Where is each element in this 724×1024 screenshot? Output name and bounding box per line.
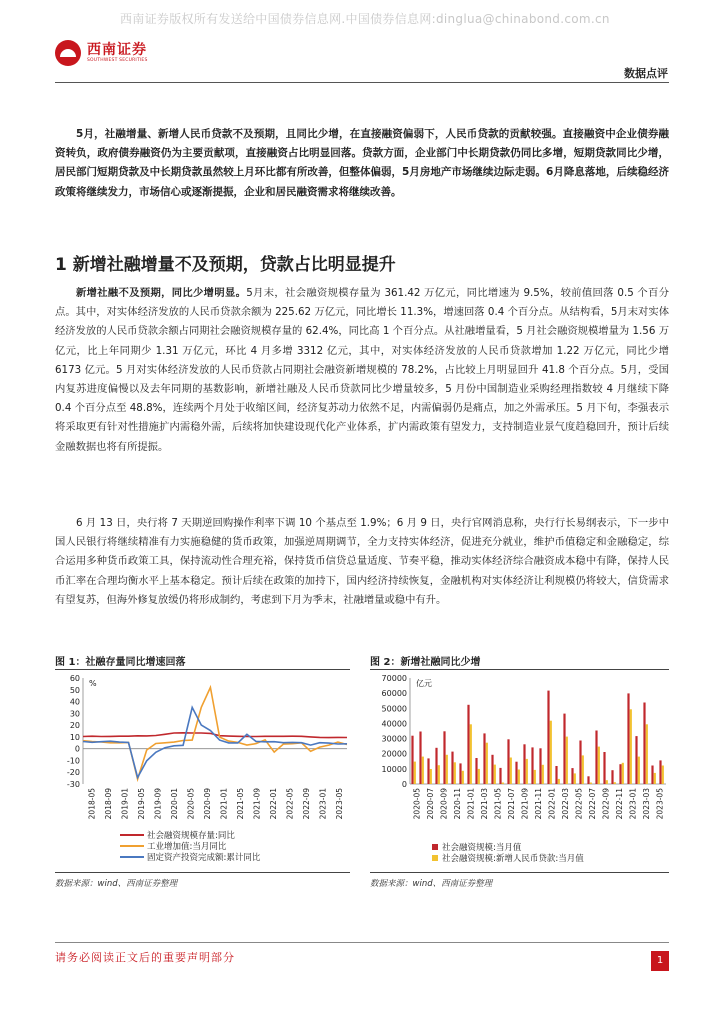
legend-item: 固定资产投资完成额:累计同比 — [120, 851, 260, 862]
y-tick-label: -20 — [66, 768, 80, 778]
bar — [590, 783, 592, 785]
bar — [518, 770, 520, 785]
bar — [422, 757, 424, 784]
x-tick-label: 2021-07 — [507, 788, 517, 820]
x-tick-label: 2022-11 — [614, 788, 624, 820]
body-paragraph-1 — [55, 284, 669, 457]
bar — [539, 748, 541, 784]
x-tick-label: 2020-09 — [439, 788, 449, 820]
bar — [643, 703, 645, 785]
y-tick-label: 30000 — [381, 734, 407, 744]
bar — [443, 731, 445, 784]
x-tick-label: 2022-01 — [268, 788, 278, 820]
bar — [654, 773, 656, 784]
watermark-text: 西南证券版权所有发送给中国债券信息网.中国债券信息网:dinglua@chinabond.com.cn — [120, 12, 610, 26]
bar — [427, 758, 429, 784]
x-tick-label: 2019-09 — [153, 788, 163, 820]
x-tick-label: 2021-05 — [235, 788, 245, 820]
series-line — [83, 707, 347, 777]
summary-text: 5月，社融增量、新增人民币贷款不及预期，且同比少增，在直接融资偏弱下，人民币贷款的贡献较强。直接融资中企业债券融资转负，政府债券融资仍为主要贡献项，直接融资占比明显回落。贷款方面，企业部门中长期贷款仍同比多增，短期贷款同比少增，居民部门短期贷款及中长期贷款虽然较上月环比都有所改善，但整体偏弱，5月房地产市场继续边际走弱。6月降息落地，后续稳经济政策将继续发力，市场信心或逐渐提振，企业和居民融资需求将继续改善。 — [55, 128, 669, 198]
bar — [454, 762, 456, 784]
bar — [651, 766, 653, 785]
x-tick-label: 2021-11 — [534, 788, 543, 820]
bar — [419, 732, 421, 785]
bar — [478, 769, 480, 784]
x-tick-label: 2020-11 — [453, 788, 463, 820]
bar — [582, 755, 584, 784]
y-axis-unit-label: 亿元 — [416, 679, 432, 688]
figure-1-bottom-rule — [55, 872, 350, 873]
x-tick-label: 2022-07 — [587, 788, 597, 820]
bar — [563, 714, 565, 784]
bar — [467, 705, 469, 784]
bar — [515, 762, 517, 784]
x-tick-label: 2023-05 — [655, 788, 665, 820]
x-tick-label: 2021-05 — [493, 788, 503, 820]
page-number: 1 — [651, 951, 669, 971]
bar — [619, 764, 621, 784]
y-tick-label: 0 — [74, 744, 80, 754]
figure-1-source: 数据来源：wind、西南证券整理 — [55, 879, 178, 889]
header-divider — [55, 82, 669, 83]
figure-2-title: 图 2：新增社融同比少增 — [370, 657, 481, 668]
bar — [414, 762, 416, 784]
bar — [547, 691, 549, 784]
bar — [523, 744, 525, 784]
bar — [571, 768, 573, 784]
bar — [558, 779, 560, 784]
bar — [579, 741, 581, 785]
legend-item: 工业增加值:当月同比 — [120, 840, 260, 851]
bar — [630, 709, 632, 784]
bar — [526, 759, 528, 784]
y-tick-label: 60000 — [381, 689, 407, 699]
x-tick-label: 2018-09 — [103, 788, 113, 820]
bar — [462, 771, 464, 784]
bar — [595, 731, 597, 785]
summary-block — [55, 125, 669, 202]
bar — [499, 768, 501, 784]
x-tick-label: 2022-09 — [601, 788, 611, 820]
bar — [491, 755, 493, 784]
bar — [603, 752, 605, 784]
bar — [566, 737, 568, 784]
bar — [635, 736, 637, 784]
bar — [486, 743, 488, 784]
y-axis-unit-label: % — [89, 679, 97, 688]
y-tick-label: 10 — [69, 732, 80, 742]
bar — [638, 757, 640, 784]
y-tick-label: 30 — [69, 709, 80, 719]
bar — [662, 766, 664, 785]
y-tick-label: -30 — [66, 780, 80, 789]
bar — [550, 721, 552, 784]
bar — [574, 773, 576, 784]
bar — [483, 733, 485, 784]
figure-2-bottom-rule — [370, 872, 669, 873]
bar — [614, 782, 616, 784]
x-tick-label: 2022-05 — [285, 788, 295, 820]
bar — [510, 758, 512, 785]
figure-1-legend — [120, 829, 260, 862]
bar — [534, 770, 536, 784]
bar — [435, 748, 437, 784]
bar — [459, 763, 461, 784]
x-tick-label: 2020-05 — [412, 788, 422, 820]
figure-1-title: 图 1：社融存量同比增速回落 — [55, 657, 186, 668]
y-tick-label: 40000 — [381, 719, 407, 729]
bar — [531, 747, 533, 784]
section-heading: 1 新增社融增量不及预期，贷款占比明显提升 — [55, 255, 396, 275]
legend-item: 社会融资规模存量:同比 — [120, 829, 260, 840]
bar — [470, 724, 472, 784]
footer-disclaimer: 请务必阅读正文后的重要声明部分 — [55, 951, 235, 964]
bar — [622, 763, 624, 784]
footer-divider — [55, 942, 669, 943]
x-tick-label: 2021-03 — [480, 788, 490, 820]
series-line — [83, 687, 347, 779]
bar — [627, 693, 629, 784]
x-tick-label: 2021-01 — [466, 788, 476, 820]
logo-icon — [55, 40, 81, 66]
paragraph-lead: 新增社融不及预期，同比少增明显。 — [76, 287, 247, 299]
x-tick-label: 2023-01 — [318, 788, 328, 820]
y-tick-label: -10 — [66, 756, 80, 766]
bar — [611, 770, 613, 784]
bar — [438, 765, 440, 784]
figure-2-legend — [432, 841, 584, 863]
x-tick-label: 2022-09 — [301, 788, 311, 820]
logo-name-en: SOUTHWEST SECURITIES — [87, 57, 148, 63]
company-logo — [55, 40, 148, 66]
x-tick-label: 2023-03 — [641, 788, 651, 820]
x-tick-label: 2020-01 — [169, 788, 179, 820]
x-tick-label: 2018-05 — [87, 788, 97, 820]
bar — [587, 776, 589, 784]
x-tick-label: 2022-01 — [547, 788, 557, 820]
y-tick-label: 20 — [69, 721, 80, 731]
body-paragraph-2: 6 月 13 日，央行将 7 天期逆回购操作利率下调 10 个基点至 1.9%；6 月 9 日，央行官网消息称，央行行长易纲表示，下一步中国人民银行将继续精准有力实施稳健的货币政策，加强逆周期调节，全力支持实体经济，促进充分就业，维护币值稳定和金融稳定，综合运用多种货币政策工具，保持流动性合理充裕，保持货币信贷总量适度、节奏平稳，推动实体经济综合融资成本稳中有降，保持人民币汇率在合理均衡水平上基本稳定。预计后续在政策的加持下，国内经济持续恢复，金融机构对实体经济让利规模仍将较大，信贷需求有望复苏，但海外修复放缓仍将形成制约，考虑到下月为季末，社融增量或稳中有升。 — [55, 517, 669, 606]
paragraph-1-text: 5月末，社会融资规模存量为 361.42 万亿元，同比增速为 9.5%，较前值回落 0.5 个百分点。其中，对实体经济发放的人民币贷款余额为 225.62 万亿元，同比增长 11.3%，增速回落 0.4 个百分点。从结构看，5月末对实体经济发放的人民币贷款余额占同期社会融资规模存量的 62.4%，同比高 1 个百分点。从社融增量看，5 月社会融资规模增量为 1.56 万亿元，比上年同期少 1.31 万亿元，环比 4 月多增 3312 亿元，其中，对实体经济发放的人民币贷款增加 1.22 万亿元，同比少增 6173 亿元。5 月对实体经济发放的人民币贷款占同期社会融资新增规模的 78.2%，占比较上月明显回升 41.8 个百分点。5月，受国内复苏进度偏慢以及去年同期的基数影响，新增社融及人民币贷款同比少增量较多，5 月份中国制造业采购经理指数较 4 月继续下降 0.4 个百分点至 48.8%，连续两个月处于收缩区间，经济复苏动力依然不足，内需偏弱仍是痛点，加之外需承压。5 月下旬，李强表示将采取更有针对性措施扩内需稳外需，后续将加快建设现代化产业体系，扩内需政策有望发力，支持制造业景气度趋稳回升，预计后续金融数据也将有所提振。 — [55, 287, 669, 453]
x-tick-label: 2020-05 — [186, 788, 196, 820]
y-tick-label: 20000 — [381, 749, 407, 759]
bar — [502, 783, 504, 785]
figure-2-source: 数据来源：wind、西南证券整理 — [370, 879, 493, 889]
y-tick-label: 10000 — [381, 764, 407, 774]
x-tick-label: 2020-07 — [426, 788, 436, 820]
x-tick-label: 2019-01 — [120, 788, 130, 820]
x-tick-label: 2021-01 — [219, 788, 229, 820]
bar — [555, 766, 557, 784]
x-tick-label: 2022-03 — [560, 788, 570, 820]
x-tick-label: 2023-05 — [334, 788, 344, 820]
bar — [606, 780, 608, 784]
bar — [542, 765, 544, 784]
y-tick-label: 70000 — [381, 674, 407, 683]
x-tick-label: 2021-09 — [252, 788, 262, 820]
bar — [451, 752, 453, 784]
x-tick-label: 2020-09 — [202, 788, 212, 820]
x-tick-label: 2023-01 — [628, 788, 638, 820]
x-tick-label: 2019-05 — [136, 788, 146, 820]
bar — [411, 736, 413, 784]
logo-name-cn: 西南证券 — [87, 41, 147, 58]
y-tick-label: 60 — [69, 674, 80, 683]
figure-1-top-rule — [55, 669, 350, 670]
bar — [646, 724, 648, 784]
bar — [475, 758, 477, 784]
report-type-label: 数据点评 — [624, 67, 668, 80]
bar — [446, 755, 448, 784]
bar — [507, 739, 509, 784]
bar — [494, 765, 496, 784]
bar — [598, 747, 600, 784]
y-tick-label: 50 — [69, 685, 80, 695]
figure-2-top-rule — [370, 669, 669, 670]
legend-item: 社会融资规模:当月值 — [432, 841, 584, 852]
legend-item: 社会融资规模:新增人民币贷款:当月值 — [432, 852, 584, 863]
x-tick-label: 2022-05 — [574, 788, 584, 820]
x-tick-label: 2021-09 — [520, 788, 530, 820]
bar — [659, 760, 661, 784]
bar — [430, 769, 432, 784]
y-tick-label: 40 — [69, 697, 80, 707]
y-tick-label: 0 — [401, 780, 407, 789]
y-tick-label: 50000 — [381, 704, 407, 714]
